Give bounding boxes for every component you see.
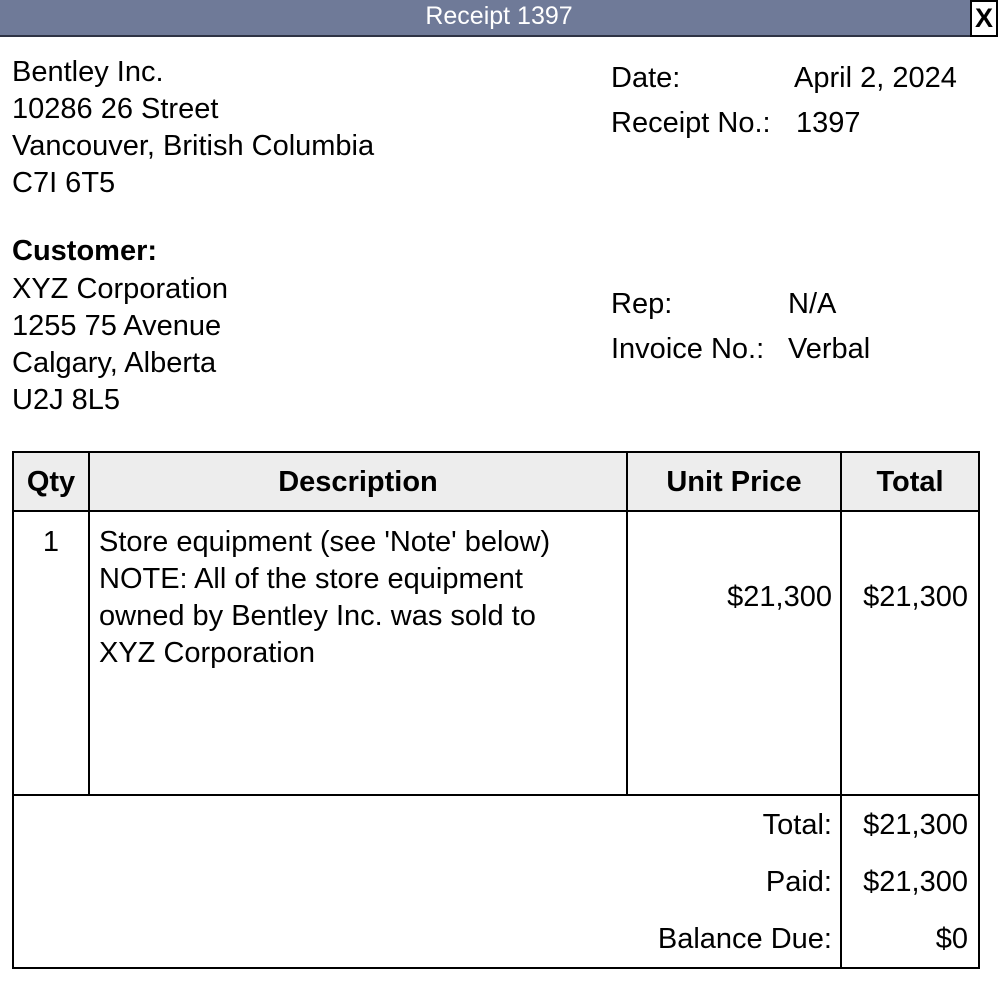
row-description-line: XYZ Corporation — [99, 637, 315, 669]
date-label: Date: — [611, 62, 681, 94]
row-description-line: NOTE: All of the store equipment — [99, 563, 523, 595]
date-value: April 2, 2024 — [794, 62, 957, 94]
invoice-no-value: Verbal — [788, 333, 871, 365]
header-qty: Qty — [26, 466, 76, 498]
invoice-no-label: Invoice No.: — [611, 333, 765, 365]
rep-value: N/A — [788, 288, 837, 320]
receipt-no-label: Receipt No.: — [611, 107, 771, 139]
header-unit-price: Unit Price — [666, 466, 802, 498]
window-title: Receipt 1397 — [425, 2, 573, 30]
customer-heading: Customer: — [12, 235, 158, 267]
row-description-line: Store equipment (see 'Note' below) — [99, 526, 551, 558]
summary-total-label: Total: — [762, 809, 832, 841]
title-bar — [0, 0, 998, 37]
seller-name: Bentley Inc. — [12, 56, 164, 88]
summary-balance-value: $0 — [935, 923, 968, 955]
row-unit-price: $21,300 — [727, 581, 832, 613]
receipt-no-value: 1397 — [796, 107, 861, 139]
customer-street: 1255 75 Avenue — [12, 310, 222, 342]
rep-label: Rep: — [611, 288, 673, 320]
row-total: $21,300 — [863, 581, 968, 613]
column-divider — [88, 453, 90, 796]
summary-paid-value: $21,300 — [863, 866, 968, 898]
customer-name: XYZ Corporation — [12, 273, 228, 305]
summary-balance-label: Balance Due: — [657, 923, 832, 955]
column-divider — [626, 453, 628, 796]
header-description: Description — [278, 466, 438, 498]
seller-street: 10286 26 Street — [12, 93, 219, 125]
seller-postal: C7I 6T5 — [12, 167, 116, 199]
row-description-line: owned by Bentley Inc. was sold to — [99, 600, 536, 632]
customer-city: Calgary, Alberta — [12, 347, 217, 379]
seller-city: Vancouver, British Columbia — [12, 130, 375, 162]
close-button[interactable]: X — [970, 0, 998, 37]
line-items-table — [12, 451, 980, 969]
row-qty: 1 — [42, 526, 60, 558]
row-divider — [14, 794, 978, 796]
header-total: Total — [876, 466, 944, 498]
customer-postal: U2J 8L5 — [12, 384, 121, 416]
summary-total-value: $21,300 — [863, 809, 968, 841]
table-header — [14, 453, 978, 512]
summary-paid-label: Paid: — [765, 866, 832, 898]
